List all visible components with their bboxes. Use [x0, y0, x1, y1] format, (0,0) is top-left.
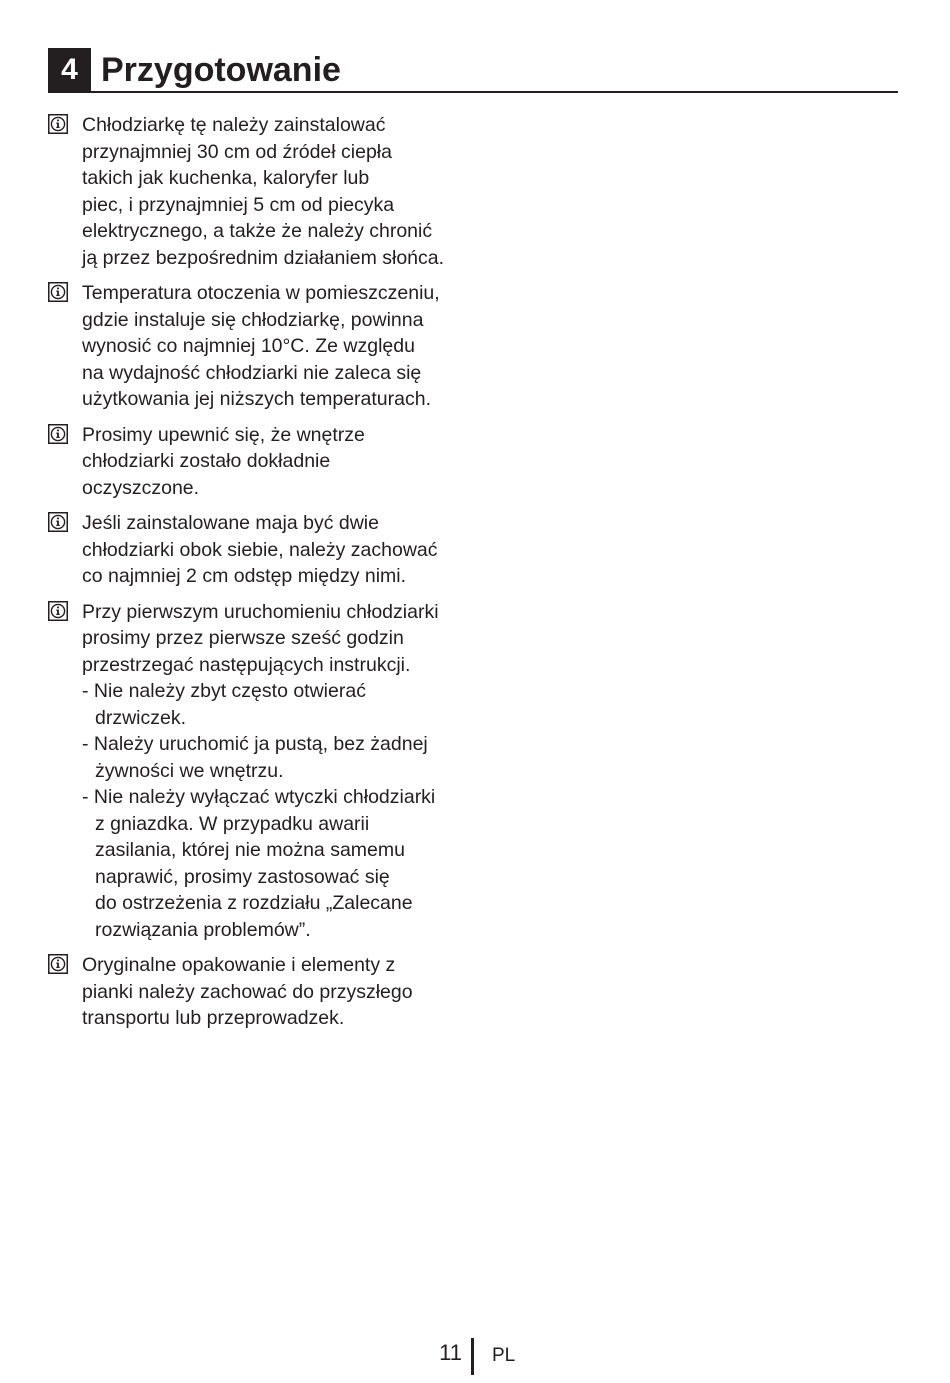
instruction-text: Jeśli zainstalowane maja być dwie chłodziarki obok siebie, należy zachować co najmniej 2 cm odstęp między nimi.	[82, 512, 438, 587]
info-icon	[48, 601, 68, 621]
instruction-item	[48, 952, 468, 1032]
page-footer	[0, 1338, 950, 1376]
sub-instruction-item: - Należy uruchomić ja pustą, bez żadnej żywności we wnętrzu.	[82, 733, 428, 782]
instruction-item	[48, 510, 468, 590]
page-number: 11	[439, 1340, 462, 1365]
chapter-heading	[48, 48, 898, 93]
instruction-text: Temperatura otoczenia w pomieszczeniu, gdzie instaluje się chłodziarkę, powinna wynosić co najmniej 10°C. Ze względu na wydajność chłodziarki nie zaleca się użytkowania jej niższych temperaturach.	[82, 282, 440, 410]
info-icon	[48, 424, 68, 444]
instruction-list	[48, 112, 468, 1041]
instruction-text: Chłodziarkę tę należy zainstalować przynajmniej 30 cm od źródeł ciepła takich jak kuchenka, kaloryfer lub piec, i przynajmniej 5 cm od piecyka elektrycznego, a także że należy chronić ją przez bezpośrednim działaniem słońca.	[82, 114, 445, 269]
sub-instruction-item: - Nie należy zbyt często otwierać drzwiczek.	[82, 680, 366, 729]
language-code: PL	[492, 1345, 516, 1366]
instruction-text: Przy pierwszym uruchomieniu chłodziarki prosimy przez pierwsze sześć godzin przestrzegać następujących instrukcji.	[82, 600, 439, 676]
instruction-text: Prosimy upewnić się, że wnętrze chłodziarki zostało dokładnie oczyszczone.	[82, 423, 365, 499]
footer-divider	[471, 1338, 474, 1375]
instruction-item	[48, 422, 468, 502]
chapter-number: 4	[48, 48, 91, 91]
info-icon	[48, 512, 68, 532]
instruction-item	[48, 280, 468, 413]
info-icon	[48, 954, 68, 974]
instruction-item	[48, 599, 468, 944]
info-icon	[48, 114, 68, 134]
sub-instruction-item: - Nie należy wyłączać wtyczki chłodziarki z gniazdka. W przypadku awarii zasilania, której nie można samemu naprawić, prosimy zastosować się do ostrzeżenia z rozdziału „Zalecane rozwiązania problemów”.	[82, 786, 436, 941]
chapter-title: Przygotowanie	[101, 51, 341, 89]
sub-instruction-list	[82, 678, 468, 943]
instruction-text: Oryginalne opakowanie i elementy z pianki należy zachować do przyszłego transportu lub przeprowadzek.	[82, 954, 413, 1029]
info-icon	[48, 282, 68, 302]
instruction-item	[48, 112, 468, 271]
